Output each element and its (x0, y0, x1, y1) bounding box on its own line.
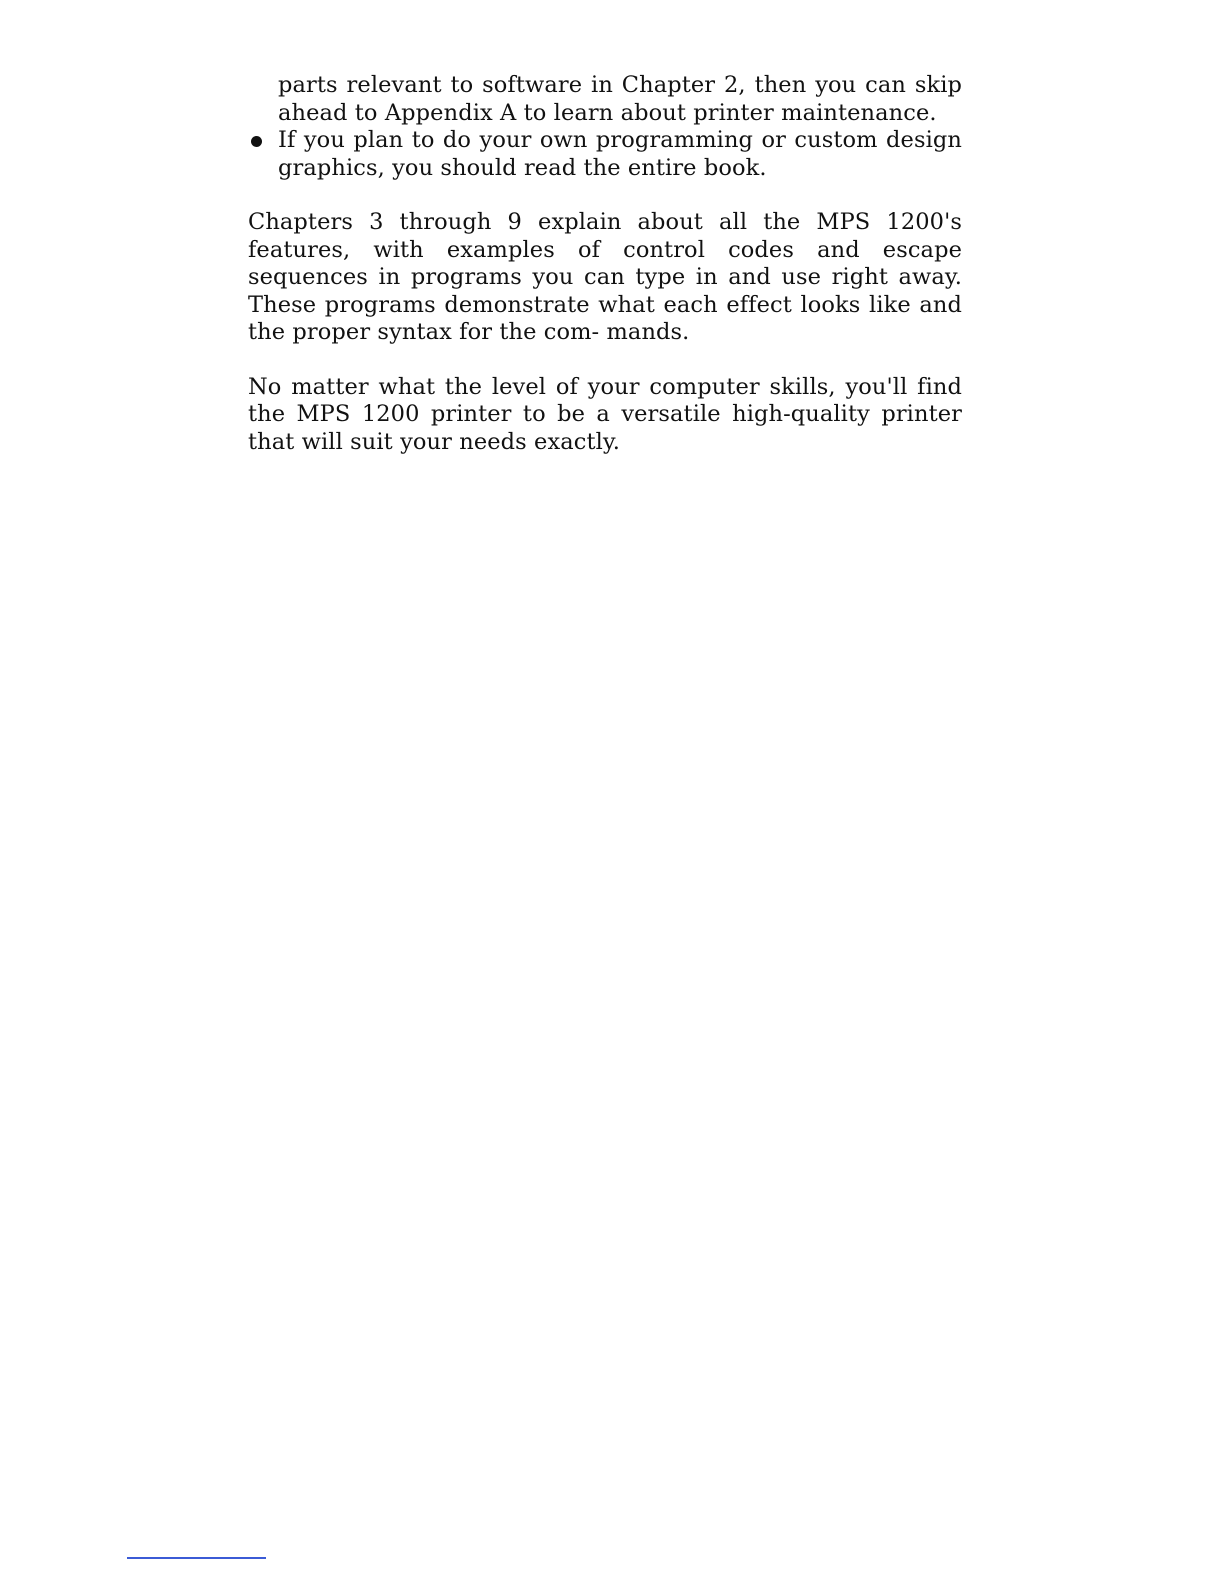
bullet-item (248, 127, 962, 182)
paragraph-closing: No matter what the level of your computer skills, you'll find the MPS 1200 printer to be a versatile high-quality printer that will suit your needs exactly. (248, 373, 962, 455)
footnote-divider (127, 1557, 266, 1559)
body-text (248, 72, 962, 456)
bullet-text: If you plan to do your own programming or custom design graphics, you should read the entire book. (278, 127, 962, 181)
paragraph-chapters-overview: Chapters 3 through 9 explain about all the MPS 1200's features, with examples of control codes and escape sequences in programs you can type in and use right away. These programs demonstrate what each effect looks like and the proper syntax for the com- mands. (248, 209, 962, 345)
bullet-list (248, 127, 962, 182)
bullet-dot-icon (251, 136, 262, 147)
continued-bullet-text: parts relevant to software in Chapter 2, then you can skip ahead to Appendix A to learn about printer maintenance. (278, 72, 962, 126)
